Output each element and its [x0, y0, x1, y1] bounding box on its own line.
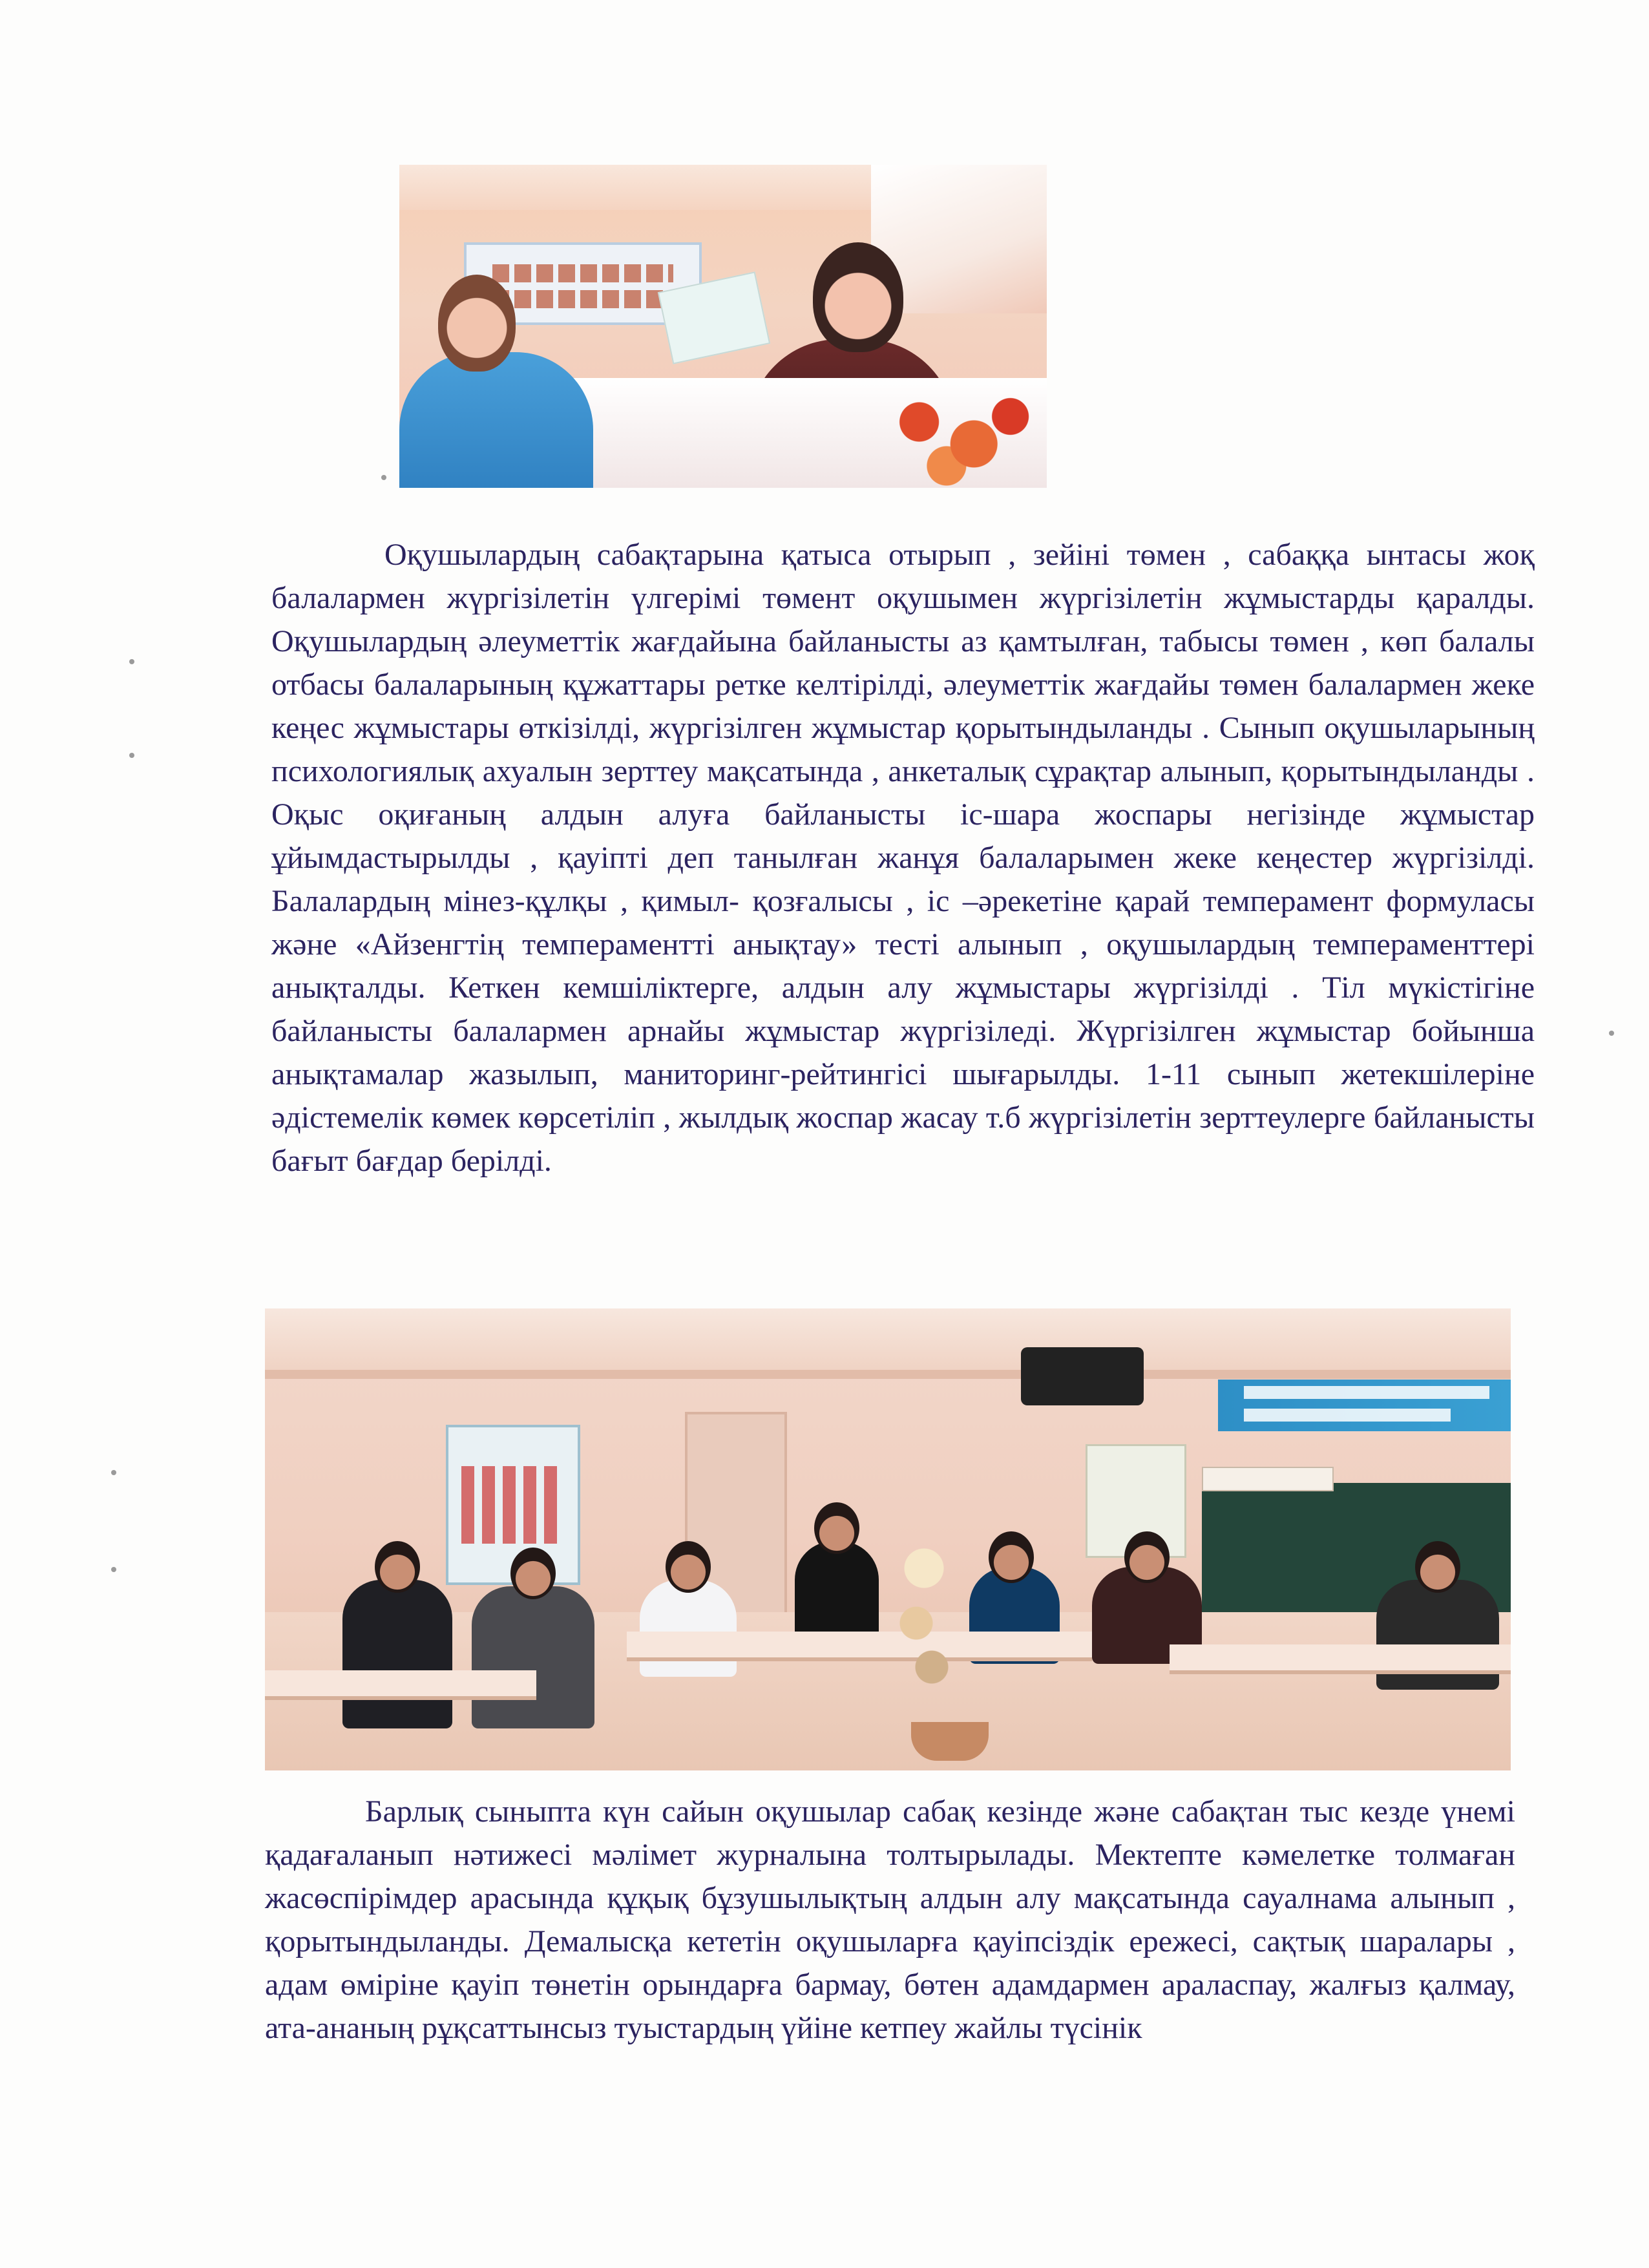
paragraph-2: Барлық сыныпта күн сайын оқушылар сабақ кезінде және сабақтан тыс кезде үнемі қадағаланып нәтижесі мәлімет журналына толтырылады. Мектепте кәмелетке толмаған жасөспірімдер арасында құқық бұзушылықтың алдын алу мақсатында сауалнама алынып , қорытындыланды. Демалысқа кететін оқушыларға қауіпсіздік ережесі, сақтық шаралары , адам өміріне қауіп төнетін орындарға бармау, бөтен адамдармен араласпау, жалғыз қалмау, ата-ананың рұқсаттынсыз туыстардың үйіне кетпеу жайлы түсінік	[265, 1794, 1515, 2045]
scan-speck	[129, 753, 134, 758]
paragraph-1: Оқушылардың сабақтарына қатыса отырып , зейіні төмен , сабаққа ынтасы жоқ балалармен жүргізілетін үлгерімі төмент оқушымен жүргізілетін жұмыстарды қаралды. Оқушылардың әлеуметтік жағдайына байланысты аз қамтылған, табысы төмен , көп балалы отбасы балаларының құжаттары ретке келтірілді, әлеуметтік жағдайы төмен балалармен жеке кеңес жұмыстары өткізілді, жүргізілген жұмыстар қорытындыланды . Сынып оқушыларының психологиялық ахуалын зерттеу мақсатында , анкеталық сұрақтар алынып, қорытындыланды . Оқыс оқиғаның алдын алуға байланысты іс-шара жоспары негізінде жұмыстар ұйымдастырылды , қауіпті деп танылған жанұя балаларымен жеке кеңестер жүргізілді. Балалардың мінез-құлқы , қимыл- қозғалысы , іс –әрекетіне қарай темперамент формуласы және «Айзенгтің темпераментті анықтау» тесті алынып , оқушылардың темпераменттері анықталды. Кеткен кемшіліктерге, алдын алу жұмыстары жүргізілді . Тіл мүкістігіне байланысты балалармен арнайы жұмыстар жүргізіледі. Жүргізілген жұмыстар бойынша анықтамалар жазылып, маниторинг-рейтингісі шығарылды. 1-11 сынып жетекшілеріне әдістемелік көмек көрсетіліп , жылдық жоспар жасау т.б жүргізілетін зерттеулерге байланысты бағыт бағдар берілді.	[271, 538, 1535, 1178]
photo-classroom-meeting	[265, 1308, 1511, 1770]
photo-award-ceremony	[399, 165, 1047, 488]
scan-speck	[111, 1567, 116, 1572]
scan-speck	[111, 1470, 116, 1475]
scan-speck	[129, 659, 134, 664]
scan-speck	[381, 475, 386, 480]
scan-speck	[1609, 1031, 1614, 1036]
